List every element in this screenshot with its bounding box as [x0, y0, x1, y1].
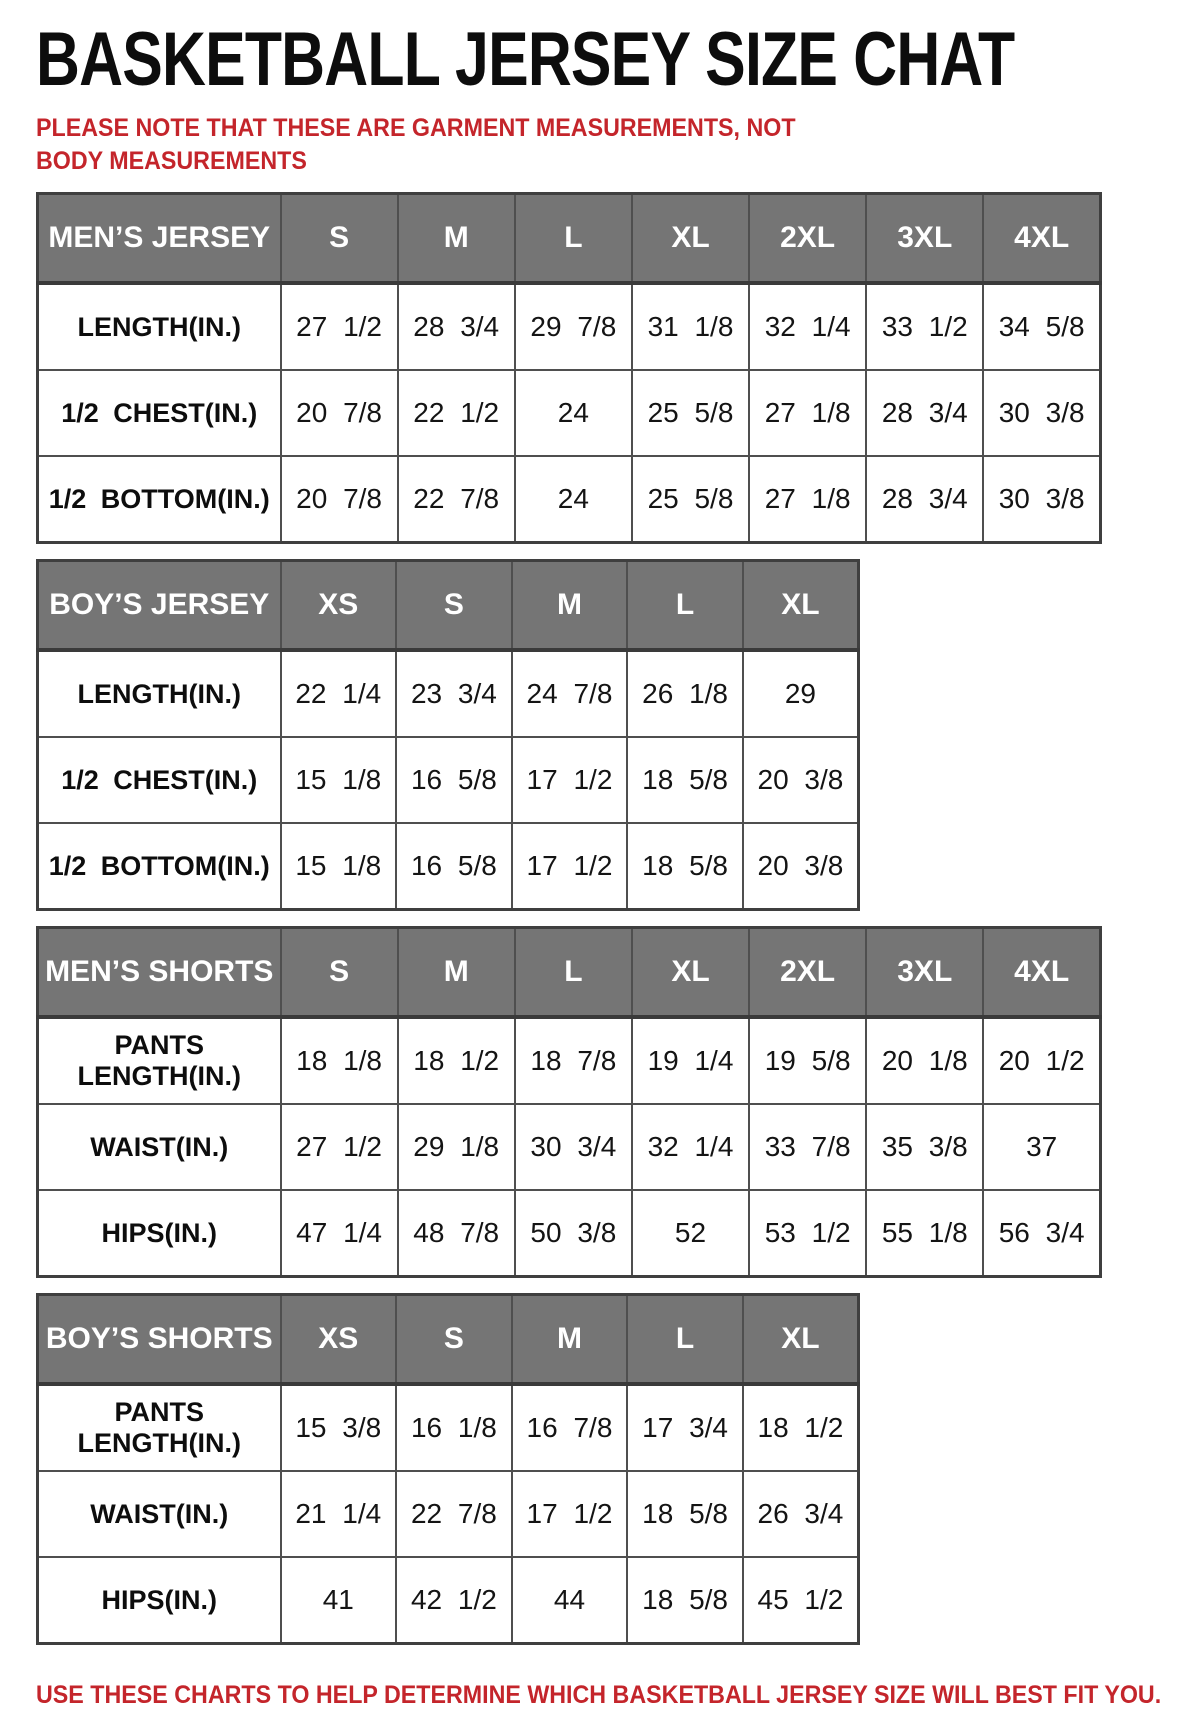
size-value-cell: 47 1/4 [281, 1190, 398, 1277]
row-label-cell: HIPS(IN.) [38, 1557, 281, 1644]
row-label-cell: LENGTH(IN.) [38, 650, 281, 737]
size-value-cell: 31 1/8 [632, 283, 749, 370]
measurement-row [38, 823, 859, 910]
size-value-cell: 18 7/8 [515, 1017, 632, 1104]
size-value-cell: 19 1/4 [632, 1017, 749, 1104]
size-header-cell: 2XL [749, 194, 866, 284]
size-header-cell: M [398, 928, 515, 1018]
row-label-cell: HIPS(IN.) [38, 1190, 281, 1277]
garment-measurement-note: PLEASE NOTE THAT THESE ARE GARMENT MEASUREMENTS, NOT BODY MEASUREMENTS [36, 114, 796, 175]
measurement-row [38, 737, 859, 823]
size-value-cell: 22 1/4 [281, 650, 397, 737]
boys-shorts-header-row [38, 1295, 859, 1385]
table-title-cell: BOY’S SHORTS [38, 1295, 281, 1385]
size-value-cell: 53 1/2 [749, 1190, 866, 1277]
size-value-cell: 17 1/2 [512, 737, 628, 823]
measurement-row [38, 370, 1101, 456]
size-value-cell: 20 3/8 [743, 737, 859, 823]
size-value-cell: 18 1/2 [398, 1017, 515, 1104]
size-value-cell: 52 [632, 1190, 749, 1277]
row-label-cell: 1/2 CHEST(IN.) [38, 737, 281, 823]
size-header-cell: XL [743, 561, 859, 651]
size-value-cell: 15 1/8 [281, 737, 397, 823]
size-tables-container [36, 192, 1200, 1645]
row-label-cell: LENGTH(IN.) [38, 283, 281, 370]
size-value-cell: 24 7/8 [512, 650, 628, 737]
size-header-cell: XS [281, 1295, 397, 1385]
size-value-cell: 33 1/2 [866, 283, 983, 370]
row-label-cell: 1/2 BOTTOM(IN.) [38, 823, 281, 910]
size-value-cell: 18 5/8 [627, 1557, 743, 1644]
size-value-cell: 34 5/8 [983, 283, 1100, 370]
measurement-row [38, 1104, 1101, 1190]
row-label-cell: 1/2 CHEST(IN.) [38, 370, 281, 456]
size-header-cell: 4XL [983, 928, 1100, 1018]
size-value-cell: 28 3/4 [866, 456, 983, 543]
size-value-cell: 33 7/8 [749, 1104, 866, 1190]
size-value-cell: 45 1/2 [743, 1557, 859, 1644]
size-header-cell: 3XL [866, 928, 983, 1018]
size-value-cell: 37 [983, 1104, 1100, 1190]
size-header-cell: 4XL [983, 194, 1100, 284]
size-value-cell: 29 7/8 [515, 283, 632, 370]
size-header-cell: S [281, 928, 398, 1018]
size-value-cell: 18 5/8 [627, 737, 743, 823]
size-value-cell: 26 1/8 [627, 650, 743, 737]
size-value-cell: 48 7/8 [398, 1190, 515, 1277]
size-value-cell: 55 1/8 [866, 1190, 983, 1277]
measurement-row [38, 1190, 1101, 1277]
size-value-cell: 32 1/4 [632, 1104, 749, 1190]
size-value-cell: 30 3/4 [515, 1104, 632, 1190]
size-value-cell: 24 [515, 370, 632, 456]
size-header-cell: 3XL [866, 194, 983, 284]
table-title-cell: MEN’S JERSEY [38, 194, 281, 284]
size-header-cell: S [396, 1295, 512, 1385]
table-title-cell: BOY’S JERSEY [38, 561, 281, 651]
size-value-cell: 28 3/4 [398, 283, 515, 370]
size-header-cell: L [627, 1295, 743, 1385]
boys-jersey-table [36, 559, 860, 911]
size-value-cell: 16 7/8 [512, 1384, 628, 1471]
size-value-cell: 15 3/8 [281, 1384, 397, 1471]
size-value-cell: 30 3/8 [983, 456, 1100, 543]
mens-shorts-table [36, 926, 1102, 1278]
measurement-row [38, 1471, 859, 1557]
size-header-cell: L [627, 561, 743, 651]
size-value-cell: 16 1/8 [396, 1384, 512, 1471]
size-value-cell: 29 [743, 650, 859, 737]
size-value-cell: 20 1/2 [983, 1017, 1100, 1104]
size-value-cell: 18 5/8 [627, 823, 743, 910]
size-value-cell: 19 5/8 [749, 1017, 866, 1104]
mens-jersey-table [36, 192, 1102, 544]
size-value-cell: 25 5/8 [632, 456, 749, 543]
measurement-row [38, 456, 1101, 543]
size-value-cell: 18 1/2 [743, 1384, 859, 1471]
size-value-cell: 29 1/8 [398, 1104, 515, 1190]
size-value-cell: 17 1/2 [512, 1471, 628, 1557]
size-value-cell: 15 1/8 [281, 823, 397, 910]
row-label-cell: PANTS LENGTH(IN.) [38, 1017, 281, 1104]
size-value-cell: 17 3/4 [627, 1384, 743, 1471]
size-header-cell: L [515, 928, 632, 1018]
size-header-cell: M [512, 561, 628, 651]
size-value-cell: 26 3/4 [743, 1471, 859, 1557]
size-value-cell: 50 3/8 [515, 1190, 632, 1277]
size-header-cell: XL [632, 928, 749, 1018]
mens-jersey-header-row [38, 194, 1101, 284]
row-label-cell: WAIST(IN.) [38, 1104, 281, 1190]
measurement-row [38, 1017, 1101, 1104]
size-value-cell: 20 3/8 [743, 823, 859, 910]
size-value-cell: 16 5/8 [396, 737, 512, 823]
size-value-cell: 30 3/8 [983, 370, 1100, 456]
size-value-cell: 17 1/2 [512, 823, 628, 910]
row-label-cell: 1/2 BOTTOM(IN.) [38, 456, 281, 543]
size-value-cell: 44 [512, 1557, 628, 1644]
size-value-cell: 27 1/8 [749, 370, 866, 456]
measurement-row [38, 1557, 859, 1644]
size-value-cell: 23 3/4 [396, 650, 512, 737]
size-value-cell: 16 5/8 [396, 823, 512, 910]
size-value-cell: 20 7/8 [281, 370, 398, 456]
size-value-cell: 22 1/2 [398, 370, 515, 456]
size-header-cell: L [515, 194, 632, 284]
measurement-row [38, 650, 859, 737]
size-value-cell: 24 [515, 456, 632, 543]
row-label-cell: PANTS LENGTH(IN.) [38, 1384, 281, 1471]
size-header-cell: M [512, 1295, 628, 1385]
size-value-cell: 18 5/8 [627, 1471, 743, 1557]
size-value-cell: 20 1/8 [866, 1017, 983, 1104]
boys-jersey-header-row [38, 561, 859, 651]
size-value-cell: 22 7/8 [396, 1471, 512, 1557]
size-value-cell: 32 1/4 [749, 283, 866, 370]
size-header-cell: 2XL [749, 928, 866, 1018]
size-header-cell: M [398, 194, 515, 284]
page-title: BASKETBALL JERSEY SIZE CHAT [36, 17, 1015, 102]
size-value-cell: 20 7/8 [281, 456, 398, 543]
size-value-cell: 25 5/8 [632, 370, 749, 456]
size-value-cell: 18 1/8 [281, 1017, 398, 1104]
measurement-row [38, 283, 1101, 370]
footer-note: USE THESE CHARTS TO HELP DETERMINE WHICH BASKETBALL JERSEY SIZE WILL BEST FIT YOU. [36, 1681, 1162, 1710]
size-value-cell: 27 1/8 [749, 456, 866, 543]
size-header-cell: XS [281, 561, 397, 651]
size-value-cell: 28 3/4 [866, 370, 983, 456]
size-value-cell: 27 1/2 [281, 1104, 398, 1190]
boys-shorts-table [36, 1293, 860, 1645]
row-label-cell: WAIST(IN.) [38, 1471, 281, 1557]
size-header-cell: S [396, 561, 512, 651]
size-value-cell: 21 1/4 [281, 1471, 397, 1557]
size-value-cell: 42 1/2 [396, 1557, 512, 1644]
size-value-cell: 22 7/8 [398, 456, 515, 543]
measurement-row [38, 1384, 859, 1471]
size-value-cell: 56 3/4 [983, 1190, 1100, 1277]
table-title-cell: MEN’S SHORTS [38, 928, 281, 1018]
size-header-cell: XL [743, 1295, 859, 1385]
size-value-cell: 41 [281, 1557, 397, 1644]
mens-shorts-header-row [38, 928, 1101, 1018]
size-header-cell: XL [632, 194, 749, 284]
size-value-cell: 35 3/8 [866, 1104, 983, 1190]
size-header-cell: S [281, 194, 398, 284]
size-value-cell: 27 1/2 [281, 283, 398, 370]
